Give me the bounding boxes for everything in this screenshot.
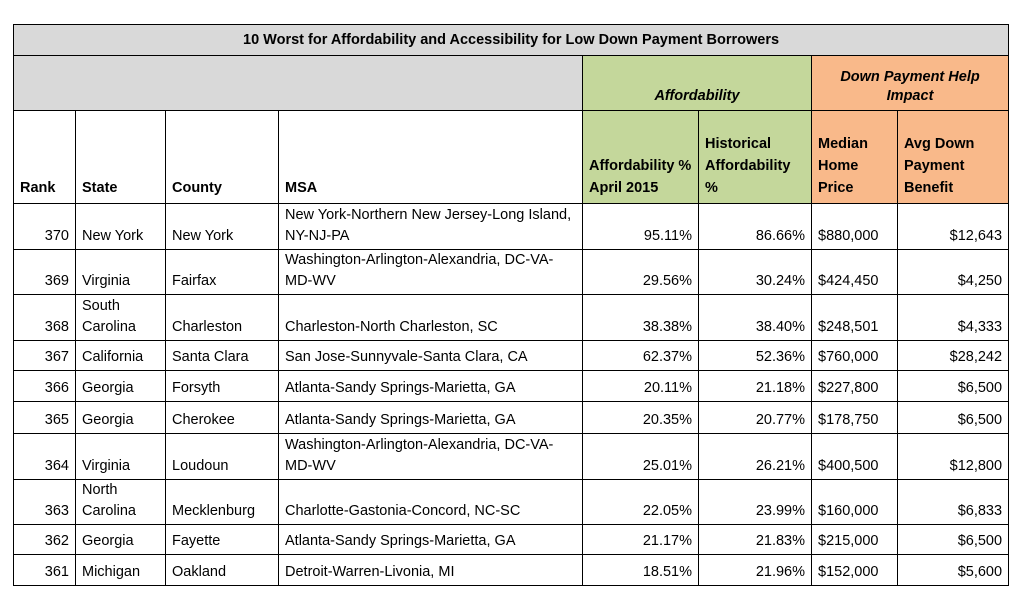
median-home-price-cell: $227,800: [812, 371, 898, 402]
historical-affordability-cell: 38.40%: [699, 295, 812, 341]
historical-affordability-cell: 52.36%: [699, 341, 812, 371]
affordability-cell: 20.11%: [583, 371, 699, 402]
table-row: [14, 250, 1009, 295]
table-title: 10 Worst for Affordability and Accessibility for Low Down Payment Borrowers: [14, 25, 1009, 56]
median-home-price-cell: $880,000: [812, 204, 898, 250]
column-header-affordability-april-2015: Affordability % April 2015: [583, 111, 699, 204]
median-home-price-cell: $152,000: [812, 555, 898, 586]
rank-cell: 368: [14, 295, 76, 341]
table-body: [14, 204, 1009, 586]
rank-cell: 362: [14, 525, 76, 555]
historical-affordability-cell: 26.21%: [699, 434, 812, 480]
state-cell: North Carolina: [76, 480, 166, 525]
state-cell: Georgia: [76, 371, 166, 402]
column-header-rank: Rank: [14, 111, 76, 204]
county-cell: Loudoun: [166, 434, 279, 480]
county-cell: Forsyth: [166, 371, 279, 402]
county-cell: Cherokee: [166, 402, 279, 434]
msa-cell: Detroit-Warren-Livonia, MI: [279, 555, 583, 586]
table-row: [14, 341, 1009, 371]
affordability-cell: 18.51%: [583, 555, 699, 586]
historical-affordability-cell: 20.77%: [699, 402, 812, 434]
table-row: [14, 434, 1009, 480]
down-payment-benefit-cell: $28,242: [898, 341, 1009, 371]
affordability-cell: 21.17%: [583, 525, 699, 555]
historical-affordability-cell: 21.18%: [699, 371, 812, 402]
county-cell: Fayette: [166, 525, 279, 555]
group-header-down-payment: Down Payment Help Impact: [812, 56, 1009, 111]
state-cell: Georgia: [76, 525, 166, 555]
column-header-median-home-price: Median Home Price: [812, 111, 898, 204]
county-cell: Charleston: [166, 295, 279, 341]
median-home-price-cell: $178,750: [812, 402, 898, 434]
median-home-price-cell: $215,000: [812, 525, 898, 555]
down-payment-benefit-cell: $6,833: [898, 480, 1009, 525]
msa-cell: Atlanta-Sandy Springs-Marietta, GA: [279, 371, 583, 402]
msa-cell: Atlanta-Sandy Springs-Marietta, GA: [279, 525, 583, 555]
msa-cell: Washington-Arlington-Alexandria, DC-VA-MD-WV: [279, 434, 583, 480]
table-row: [14, 295, 1009, 341]
county-cell: Mecklenburg: [166, 480, 279, 525]
county-cell: Santa Clara: [166, 341, 279, 371]
down-payment-benefit-cell: $12,643: [898, 204, 1009, 250]
median-home-price-cell: $248,501: [812, 295, 898, 341]
down-payment-benefit-cell: $6,500: [898, 402, 1009, 434]
affordability-cell: 29.56%: [583, 250, 699, 295]
rank-cell: 363: [14, 480, 76, 525]
affordability-cell: 20.35%: [583, 402, 699, 434]
msa-cell: New York-Northern New Jersey-Long Island, NY-NJ-PA: [279, 204, 583, 250]
median-home-price-cell: $160,000: [812, 480, 898, 525]
down-payment-benefit-cell: $5,600: [898, 555, 1009, 586]
rank-cell: 366: [14, 371, 76, 402]
county-cell: Oakland: [166, 555, 279, 586]
historical-affordability-cell: 21.96%: [699, 555, 812, 586]
down-payment-benefit-cell: $4,333: [898, 295, 1009, 341]
state-cell: Georgia: [76, 402, 166, 434]
state-cell: Virginia: [76, 434, 166, 480]
affordability-cell: 25.01%: [583, 434, 699, 480]
historical-affordability-cell: 30.24%: [699, 250, 812, 295]
median-home-price-cell: $400,500: [812, 434, 898, 480]
state-cell: Virginia: [76, 250, 166, 295]
group-header-blank: [14, 56, 583, 111]
rank-cell: 361: [14, 555, 76, 586]
historical-affordability-cell: 21.83%: [699, 525, 812, 555]
affordability-cell: 38.38%: [583, 295, 699, 341]
historical-affordability-cell: 23.99%: [699, 480, 812, 525]
table-row: [14, 402, 1009, 434]
down-payment-benefit-cell: $4,250: [898, 250, 1009, 295]
column-header-msa: MSA: [279, 111, 583, 204]
state-cell: South Carolina: [76, 295, 166, 341]
msa-cell: Atlanta-Sandy Springs-Marietta, GA: [279, 402, 583, 434]
column-header-state: State: [76, 111, 166, 204]
column-header-avg-down-payment-benefit: Avg Down Payment Benefit: [898, 111, 1009, 204]
rank-cell: 370: [14, 204, 76, 250]
state-cell: California: [76, 341, 166, 371]
rank-cell: 364: [14, 434, 76, 480]
affordability-cell: 22.05%: [583, 480, 699, 525]
msa-cell: San Jose-Sunnyvale-Santa Clara, CA: [279, 341, 583, 371]
affordability-table: [13, 24, 1009, 586]
rank-cell: 365: [14, 402, 76, 434]
column-header-county: County: [166, 111, 279, 204]
table-row: [14, 480, 1009, 525]
down-payment-benefit-cell: $6,500: [898, 525, 1009, 555]
msa-cell: Washington-Arlington-Alexandria, DC-VA-MD-WV: [279, 250, 583, 295]
county-cell: Fairfax: [166, 250, 279, 295]
rank-cell: 369: [14, 250, 76, 295]
county-cell: New York: [166, 204, 279, 250]
historical-affordability-cell: 86.66%: [699, 204, 812, 250]
column-header-historical-affordability: Historical Affordability %: [699, 111, 812, 204]
state-cell: New York: [76, 204, 166, 250]
table-row: [14, 525, 1009, 555]
state-cell: Michigan: [76, 555, 166, 586]
affordability-cell: 62.37%: [583, 341, 699, 371]
table-row: [14, 371, 1009, 402]
median-home-price-cell: $760,000: [812, 341, 898, 371]
group-header-affordability: Affordability: [583, 56, 812, 111]
down-payment-benefit-cell: $12,800: [898, 434, 1009, 480]
msa-cell: Charlotte-Gastonia-Concord, NC-SC: [279, 480, 583, 525]
down-payment-benefit-cell: $6,500: [898, 371, 1009, 402]
msa-cell: Charleston-North Charleston, SC: [279, 295, 583, 341]
median-home-price-cell: $424,450: [812, 250, 898, 295]
table-row: [14, 204, 1009, 250]
affordability-cell: 95.11%: [583, 204, 699, 250]
rank-cell: 367: [14, 341, 76, 371]
table-row: [14, 555, 1009, 586]
